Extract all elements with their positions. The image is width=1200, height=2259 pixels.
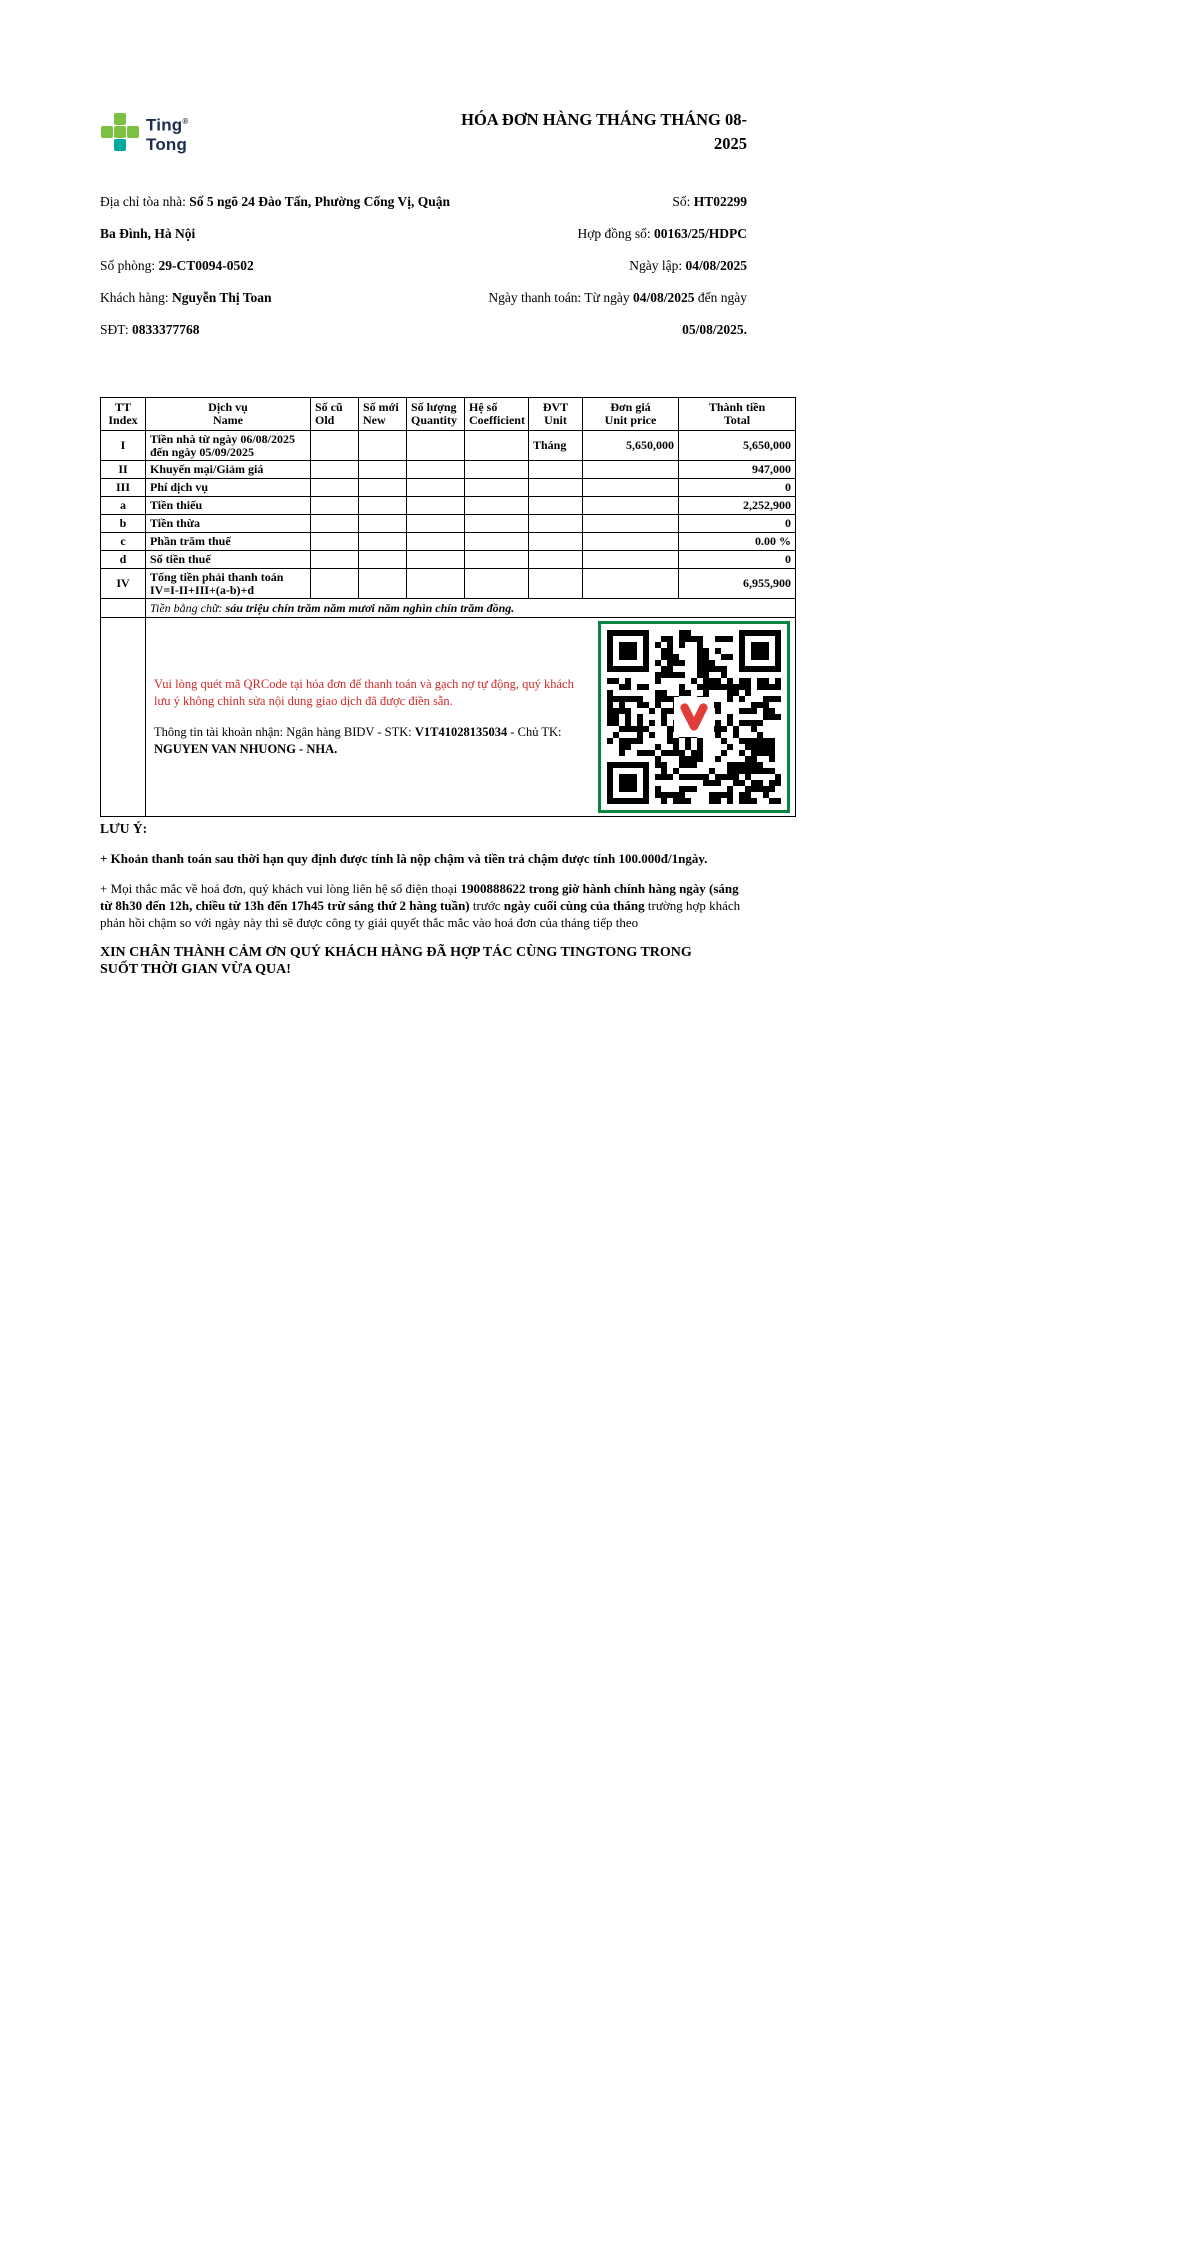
invoice-title: HÓA ĐƠN HÀNG THÁNG THÁNG 08-2025 (461, 110, 747, 153)
tingtong-logo-icon (100, 112, 140, 154)
cell-coefficient (465, 431, 529, 461)
cell-unit (529, 515, 583, 533)
cell-coefficient (465, 533, 529, 551)
cell-unit-price (583, 569, 679, 599)
qr-center-logo (674, 697, 714, 737)
cell-quantity (407, 479, 465, 497)
header-name: Dịch vụ Name (146, 398, 311, 431)
cell-total: 947,000 (679, 461, 796, 479)
cell-new (359, 551, 407, 569)
cell-quantity (407, 431, 465, 461)
table-row (101, 461, 796, 479)
cell-unit-price (583, 551, 679, 569)
cell-new (359, 533, 407, 551)
cell-old (311, 479, 359, 497)
cell-unit-price (583, 479, 679, 497)
cell-coefficient (465, 515, 529, 533)
header-old: Số cũ Old (311, 398, 359, 431)
cell-new (359, 431, 407, 461)
note-heading: LƯU Ý: (100, 821, 148, 836)
cell-quantity (407, 515, 465, 533)
cell-index: IV (101, 569, 146, 599)
amount-in-words-cell: Tiền bằng chữ: sáu triệu chín trăm năm mươi năm nghìn chín trăm đồng. (146, 599, 796, 618)
cell-old (311, 497, 359, 515)
cell-name: Tổng tiền phải thanh toán IV=I-II+III+(a-b)+d (146, 569, 311, 599)
table-row (101, 515, 796, 533)
invoice-table (100, 397, 796, 817)
cell-quantity (407, 461, 465, 479)
cell-unit-price (583, 515, 679, 533)
cell-unit (529, 461, 583, 479)
cell-unit: Tháng (529, 431, 583, 461)
cell-name: Tiền thừa (146, 515, 311, 533)
header-unit: ĐVT Unit (529, 398, 583, 431)
cell-old (311, 569, 359, 599)
cell-unit-price (583, 497, 679, 515)
cell-name: Khuyến mại/Giảm giá (146, 461, 311, 479)
cell-new (359, 515, 407, 533)
cell-coefficient (465, 551, 529, 569)
cell-unit (529, 533, 583, 551)
cell-name: Tiền nhà từ ngày 06/08/2025 đến ngày 05/09/2025 (146, 431, 311, 461)
logo-word-tong: Tong (146, 134, 188, 154)
cell-name: Phí dịch vụ (146, 479, 311, 497)
cell-new (359, 479, 407, 497)
cell-index: II (101, 461, 146, 479)
cell-name: Số tiền thuế (146, 551, 311, 569)
cell-coefficient (465, 461, 529, 479)
cell-empty (101, 599, 146, 618)
cell-total: 2,252,900 (679, 497, 796, 515)
footer-notes (100, 820, 750, 991)
cell-total: 5,650,000 (679, 431, 796, 461)
cell-old (311, 515, 359, 533)
cell-coefficient (465, 479, 529, 497)
cell-old (311, 533, 359, 551)
header-coefficient: Hệ số Coefficient (465, 398, 529, 431)
payment-box (146, 618, 795, 816)
cell-unit-price: 5,650,000 (583, 431, 679, 461)
phone-line: SĐT: 0833377768 (100, 322, 200, 337)
v-logo-icon (679, 702, 709, 732)
cell-quantity (407, 551, 465, 569)
cell-name: Phần trăm thuế (146, 533, 311, 551)
cell-index: d (101, 551, 146, 569)
logo-word-ting: Ting® (146, 115, 189, 135)
table-row (101, 497, 796, 515)
contact-note: + Mọi thắc mắc về hoá đơn, quý khách vui lòng liên hệ số điện thoại 1900888622 trong giờ hành chính hàng ngày (sáng từ 8h30 đến 12h, chiều từ 13h đến 17h45 trừ sáng thứ 2 hàng tuần) trước ngày cuối cùng của tháng trường hợp khách phản hồi chậm so với ngày này thì sẽ được công ty giải quyết thắc mắc vào hoá đơn của tháng tiếp theo (100, 881, 741, 930)
table-row (101, 479, 796, 497)
issue-date-line: Ngày lập: 04/08/2025 (629, 258, 747, 273)
tingtong-logo-text (146, 112, 188, 154)
cell-quantity (407, 569, 465, 599)
payment-row (101, 618, 796, 817)
cell-empty (101, 618, 146, 817)
cell-old (311, 431, 359, 461)
cell-new (359, 497, 407, 515)
cell-unit (529, 569, 583, 599)
table-row (101, 533, 796, 551)
cell-index: I (101, 431, 146, 461)
payment-period-line: Ngày thanh toán: Từ ngày 04/08/2025 đến ngày 05/08/2025. (488, 290, 747, 337)
header-quantity: Số lượng Quantity (407, 398, 465, 431)
payment-instructions (154, 676, 574, 758)
amount-in-words-row (101, 599, 796, 618)
tingtong-logo (100, 112, 188, 154)
cell-total: 0 (679, 551, 796, 569)
header-unit-price: Đơn giá Unit price (583, 398, 679, 431)
cell-unit-price (583, 461, 679, 479)
cell-unit (529, 497, 583, 515)
invoice-number-line: Số: HT02299 (672, 194, 747, 209)
qr-notice-text: Vui lòng quét mã QRCode tại hóa đơn để thanh toán và gạch nợ tự động, quý khách lưu ý không chỉnh sửa nội dung giao dịch đã được điền sẵn. (154, 677, 574, 708)
cell-old (311, 461, 359, 479)
cell-new (359, 569, 407, 599)
contract-line: Hợp đồng số: 00163/25/HDPC (577, 226, 747, 241)
payment-cell (146, 618, 796, 817)
cell-new (359, 461, 407, 479)
cell-quantity (407, 533, 465, 551)
table-row (101, 551, 796, 569)
cell-total: 0 (679, 515, 796, 533)
cell-index: III (101, 479, 146, 497)
cell-index: a (101, 497, 146, 515)
bank-account-line: Thông tin tài khoản nhận: Ngân hàng BIDV - STK: V1T41028135034 - Chủ TK: NGUYEN VAN NHUONG - NHA. (154, 725, 562, 756)
cell-coefficient (465, 497, 529, 515)
customer-info (100, 186, 458, 346)
cell-unit (529, 551, 583, 569)
invoice-meta (427, 186, 747, 346)
cell-name: Tiền thiếu (146, 497, 311, 515)
cell-quantity (407, 497, 465, 515)
registered-mark: ® (182, 117, 189, 127)
cell-index: c (101, 533, 146, 551)
table-header-row (101, 398, 796, 431)
cell-index: b (101, 515, 146, 533)
cell-unit-price (583, 533, 679, 551)
late-payment-note: + Khoản thanh toán sau thời hạn quy định được tính là nộp chậm và tiền trả chậm được tính 100.000đ/1ngày. (100, 851, 708, 866)
header-new: Số mới New (359, 398, 407, 431)
header-index: TT Index (101, 398, 146, 431)
customer-line: Khách hàng: Nguyễn Thị Toan (100, 290, 272, 305)
cell-old (311, 551, 359, 569)
table-row (101, 431, 796, 461)
cell-coefficient (465, 569, 529, 599)
qr-code (598, 621, 790, 813)
cell-total: 0.00 % (679, 533, 796, 551)
cell-total: 6,955,900 (679, 569, 796, 599)
header-total: Thành tiền Total (679, 398, 796, 431)
thank-you-note: XIN CHÂN THÀNH CẢM ƠN QUÝ KHÁCH HÀNG ĐÃ HỢP TÁC CÙNG TINGTONG TRONG SUỐT THỜI GIAN VỪA QUA! (100, 945, 692, 977)
cell-unit (529, 479, 583, 497)
room-line: Số phòng: 29-CT0094-0502 (100, 258, 254, 273)
cell-total: 0 (679, 479, 796, 497)
table-row-grand-total (101, 569, 796, 599)
address-line: Địa chỉ tòa nhà: Số 5 ngõ 24 Đào Tấn, Phường Cống Vị, Quận Ba Đình, Hà Nội (100, 194, 451, 241)
